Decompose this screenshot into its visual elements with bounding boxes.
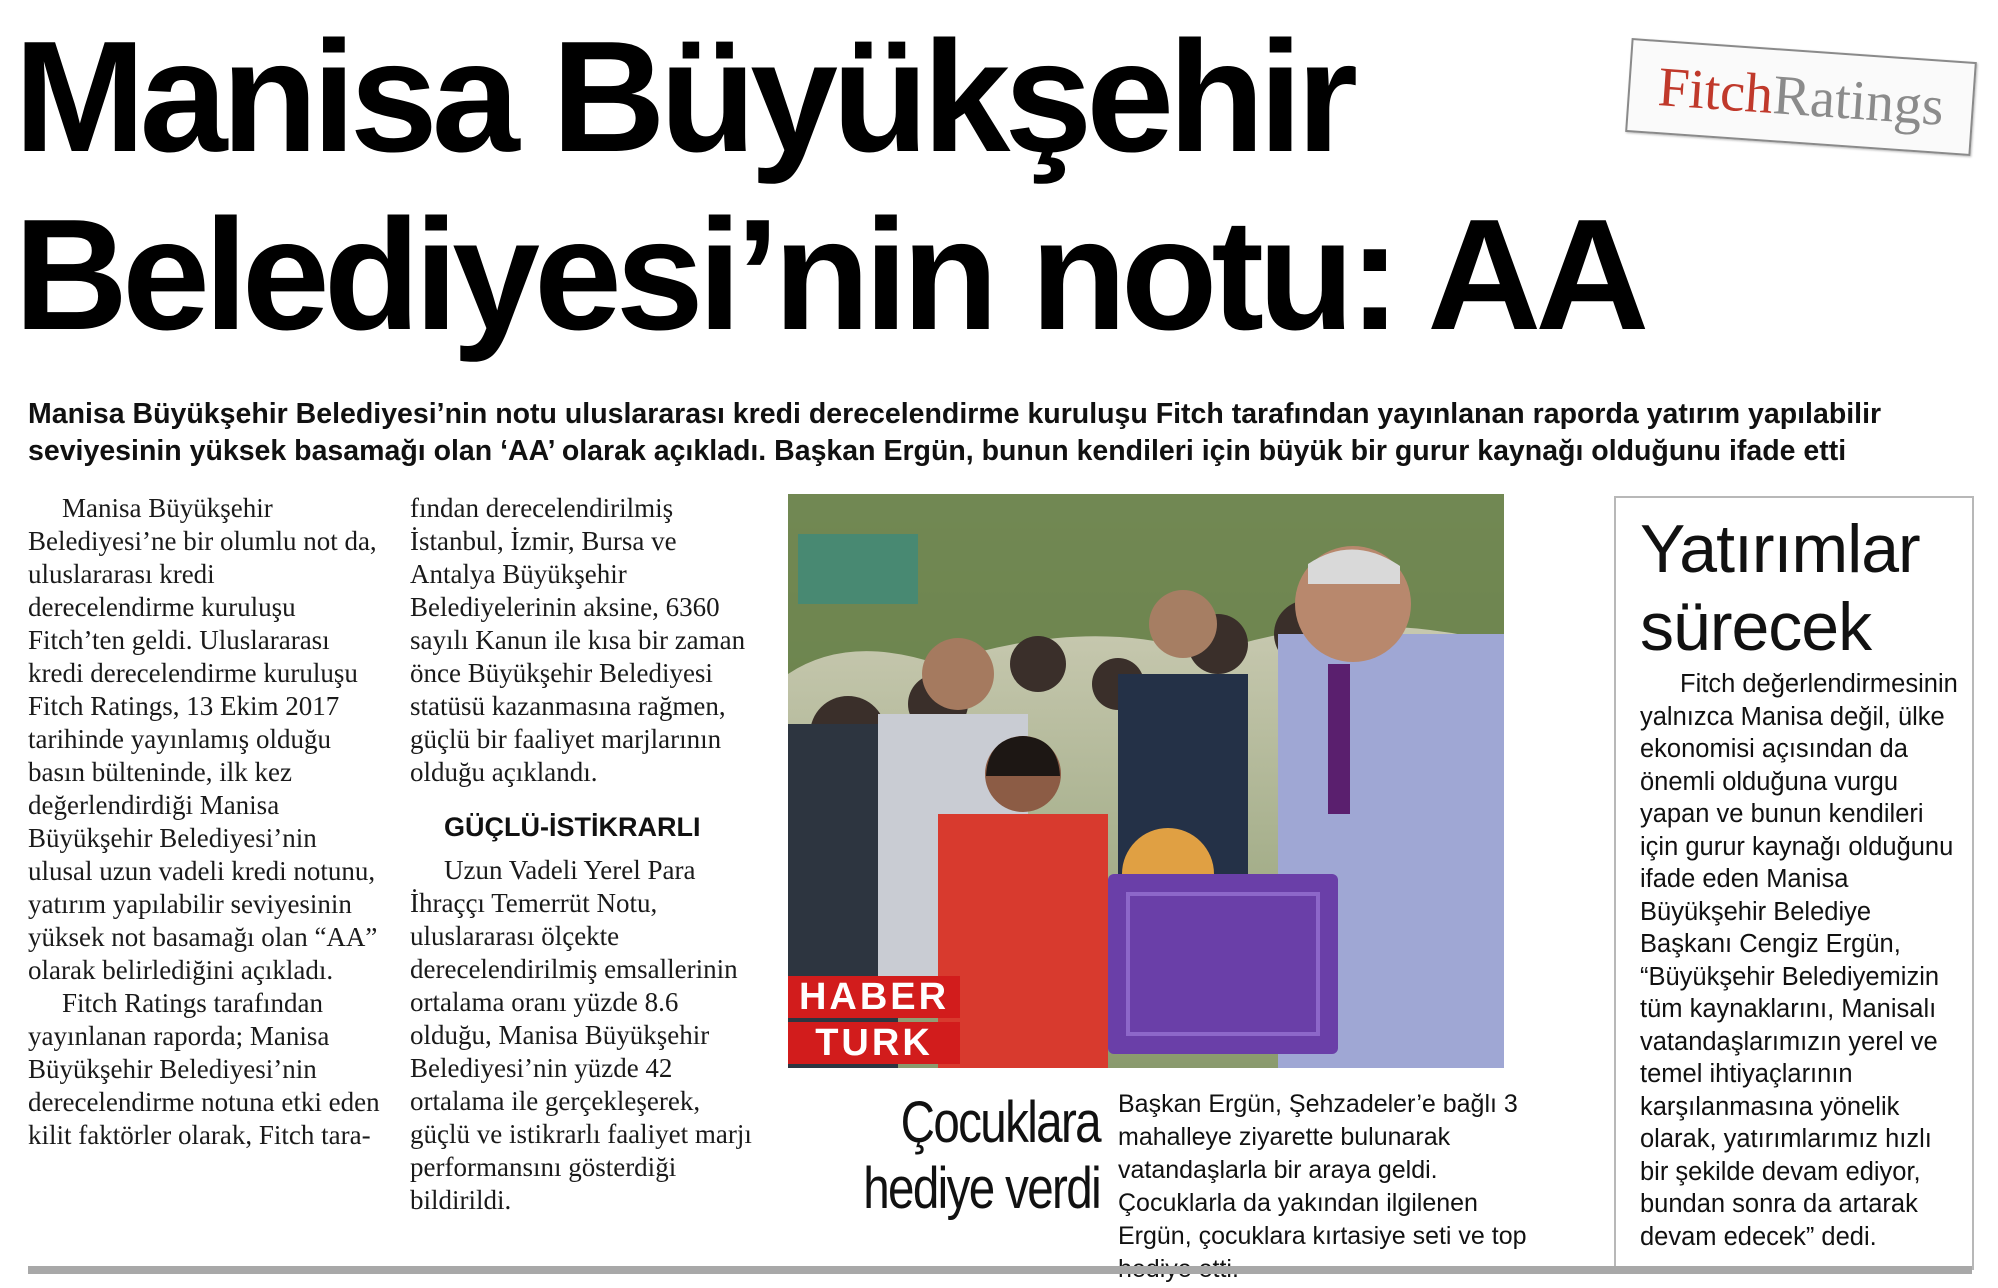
ratings-logo-word: Ratings — [1770, 64, 1946, 138]
haberturk-logo — [788, 976, 960, 1068]
headline-line-2: Belediyesi’nin notu: AA — [14, 187, 1644, 363]
photo-caption-title — [838, 1090, 1100, 1222]
sidebar-title — [1640, 510, 1960, 666]
fitch-logo-word: Fitch — [1656, 56, 1776, 126]
lede-paragraph: Manisa Büyükşehir Belediyesi’nin notu uluslararası kredi derecelendirme kuruluşu Fitch tarafından yayınlanan raporda yatırım yapılabilir seviyesinin yüksek basamağı olan ‘AA’ olarak açıkladı. Başkan Ergün, bunun kendileri için büyük bir gurur kaynağı olduğunu ifade etti — [28, 398, 1882, 467]
fitch-ratings-logo — [1625, 38, 1977, 156]
caption-title-line-1: Çocuklara — [900, 1090, 1100, 1155]
article-column-2 — [410, 492, 760, 1217]
sidebar-title-line-1: Yatırımlar — [1640, 511, 1920, 587]
sidebar-title-line-2: sürecek — [1640, 589, 1872, 665]
article-subhead: GÜÇLÜ-İSTİKRARLI — [444, 812, 701, 842]
article-paragraph: fından derecelendirilmiş İstanbul, İzmir, Bursa ve Antalya Büyükşehir Belediyelerinin aksine, 6360 sayılı Kanun ile kısa bir zaman önce Büyükşehir Belediyesi statüsü kazanmasına rağmen, güçlü bir faaliyet marjlarının olduğu açıklandı. — [410, 493, 746, 787]
headline-line-1: Manisa Büyükşehir — [14, 9, 1353, 185]
caption-title-line-2: hediye verdi — [863, 1156, 1100, 1221]
article-column-1 — [28, 492, 380, 1152]
haberturk-logo-line-2: TURK — [788, 1022, 960, 1064]
haberturk-logo-line-1: HABER — [788, 976, 960, 1018]
article-paragraph: Manisa Büyükşehir Belediyesi’ne bir olumlu not da, uluslararası kredi derecelendirme kuruluşu Fitch’ten geldi. Uluslararası kredi derecelendirme kuruluşu Fitch Ratings, 13 Ekim 2017 tarihinde yayınlamış olduğu basın bülteninde, ilk kez değerlendirdiği Manisa Büyükşehir Belediyesi’nin ulusal uzun vadeli kredi notunu, yatırım yapılabilir seviyesinin yüksek not basamağı olan “AA” olarak belirlediğini açıkladı. — [28, 493, 378, 985]
article-paragraph: Uzun Vadeli Yerel Para İhraççı Temerrüt Notu, uluslararası ölçekte derecelendirilmiş emsallerinin ortalama oranı yüzde 8.6 olduğu, Manisa Büyükşehir Belediyesi’nin yüzde 42 ortalama ile gerçekleşerek, güçlü ve istikrarlı faaliyet marjı performansını gösterdiği bildirildi. — [410, 855, 752, 1215]
photo-caption-body: Başkan Ergün, Şehzadeler’e bağlı 3 mahalleye ziyarette bulunarak vatandaşlarla bir araya geldi. Çocuklarla da yakından ilgilenen Ergün, çocuklara kırtasiye seti ve top — [1118, 1090, 1527, 1250]
bottom-divider — [28, 1266, 1972, 1274]
sidebar-body: Fitch değerlendirmesinin yalnızca Manisa değil, ülke ekonomisi açısından da önemli olduğuna vurgu yapan ve bunun kendileri için gurur kaynağı olduğunu ifade eden Manisa Büyükşehir Belediye Başkanı Cengiz Ergün, “Büyükşehir Belediyemizin tüm kaynaklarını, Manisalı vatandaşlarımızın yerel ve temel ihtiyaçlarının karşılanmasına yönelik olarak, yatırımlarımız hızlı bir şekilde devam ediyor, bundan sonra da artarak devam edecek” dedi. — [1640, 670, 1958, 1251]
article-paragraph: Fitch Ratings tarafından yayınlanan raporda; Manisa Büyükşehir Belediyesi’nin derecelendirme notuna etki eden kilit faktörler olarak, Fitch tara- — [28, 988, 380, 1150]
